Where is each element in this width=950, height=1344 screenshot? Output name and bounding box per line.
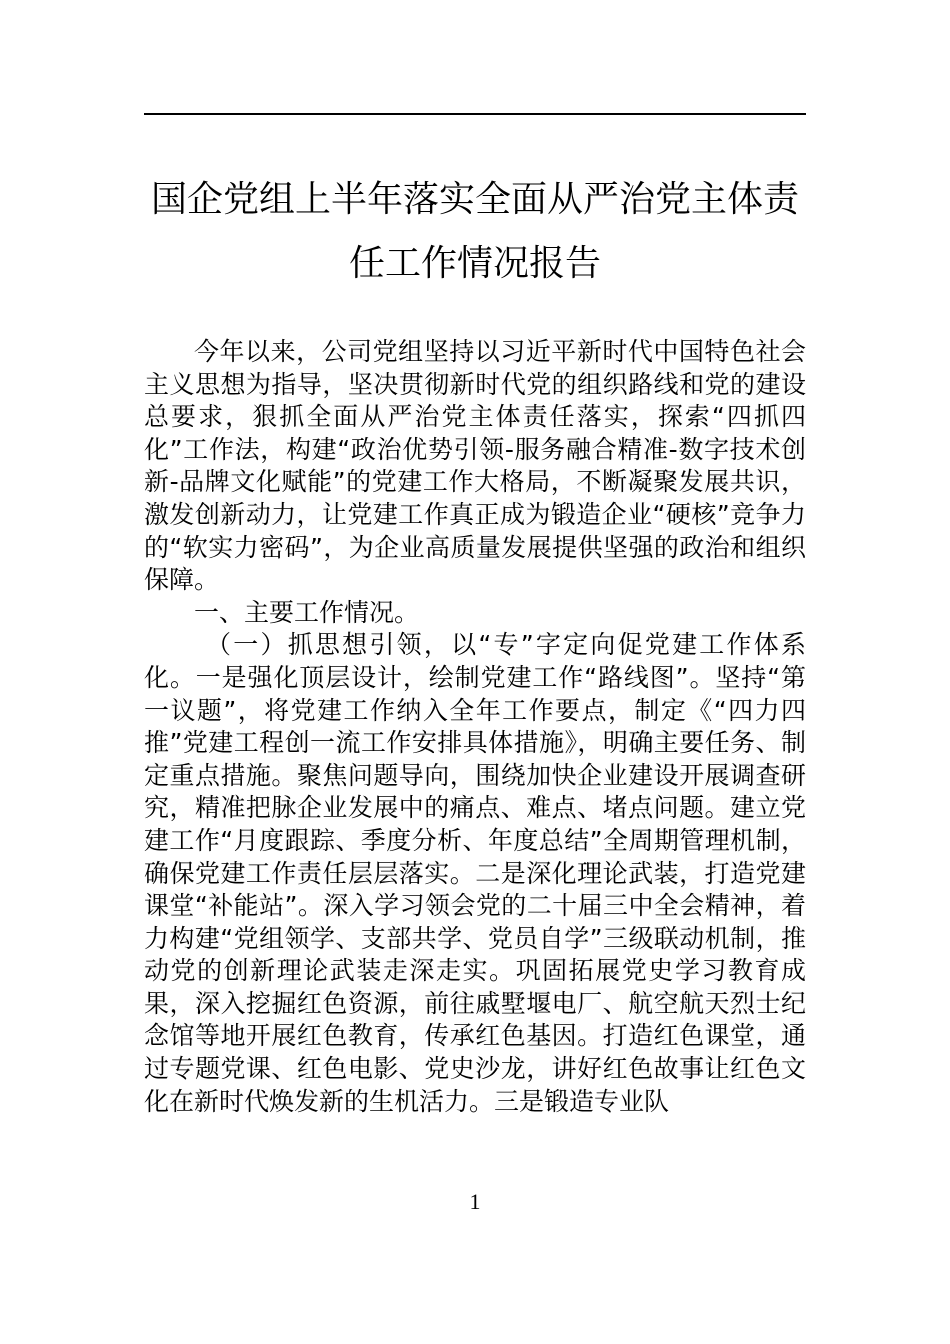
- paragraph-intro: 今年以来，公司党组坚持以习近平新时代中国特色社会主义思想为指导，坚决贯彻新时代党的组织路线和党的建设总要求，狠抓全面从严治党主体责任落实，探索“四抓四化”工作法，构建“政治优势引领-服务融合精准-数字技术创新-品牌文化赋能”的党建工作大格局，不断凝聚发展共识，激发创新动力，让党建工作真正成为锻造企业“硬核”竞争力的“软实力密码”，为企业高质量发展提供坚强的政治和组织保障。: [144, 337, 806, 595]
- paragraph-ideological-guidance: （一）抓思想引领，以“专”字定向促党建工作体系化。一是强化顶层设计，绘制党建工作“路线图”。坚持“第一议题”，将党建工作纳入全年工作要点，制定《“四力四推”党建工程创一流工作安排具体措施》，明确主要任务、制定重点措施。聚焦问题导向，围绕加快企业建设开展调查研究，精准把脉企业发展中的痛点、难点、堵点问题。建立党建工作“月度跟踪、季度分析、年度总结”全周期管理机制，确保党建工作责任层层落实。二是深化理论武装，打造党建课堂“补能站”。深入学习领会党的二十届三中全会精神，着力构建“党组领学、支部共学、党员自学”三级联动机制，推动党的创新理论武装走深走实。巩固拓展党史学习教育成果，深入挖掘红色资源，前往戚墅堰电厂、航空航天烈士纪念馆等地开展红色教育，传承红色基因。打造红色课堂，通过专题党课、红色电影、党史沙龙，讲好红色故事让红色文化在新时代焕发新的生机活力。三是锻造专业队: [144, 630, 806, 1116]
- page-number: 1: [469, 1189, 481, 1214]
- header-rule: [144, 113, 806, 115]
- document-body: [144, 336, 806, 1118]
- title-line-2: 任工作情况报告: [348, 243, 601, 284]
- title-line-1: 国企党组上半年落实全面从严治党主体责: [150, 179, 799, 220]
- document-title: [144, 168, 806, 296]
- section-heading-main-work: 一、主要工作情况。: [194, 597, 420, 627]
